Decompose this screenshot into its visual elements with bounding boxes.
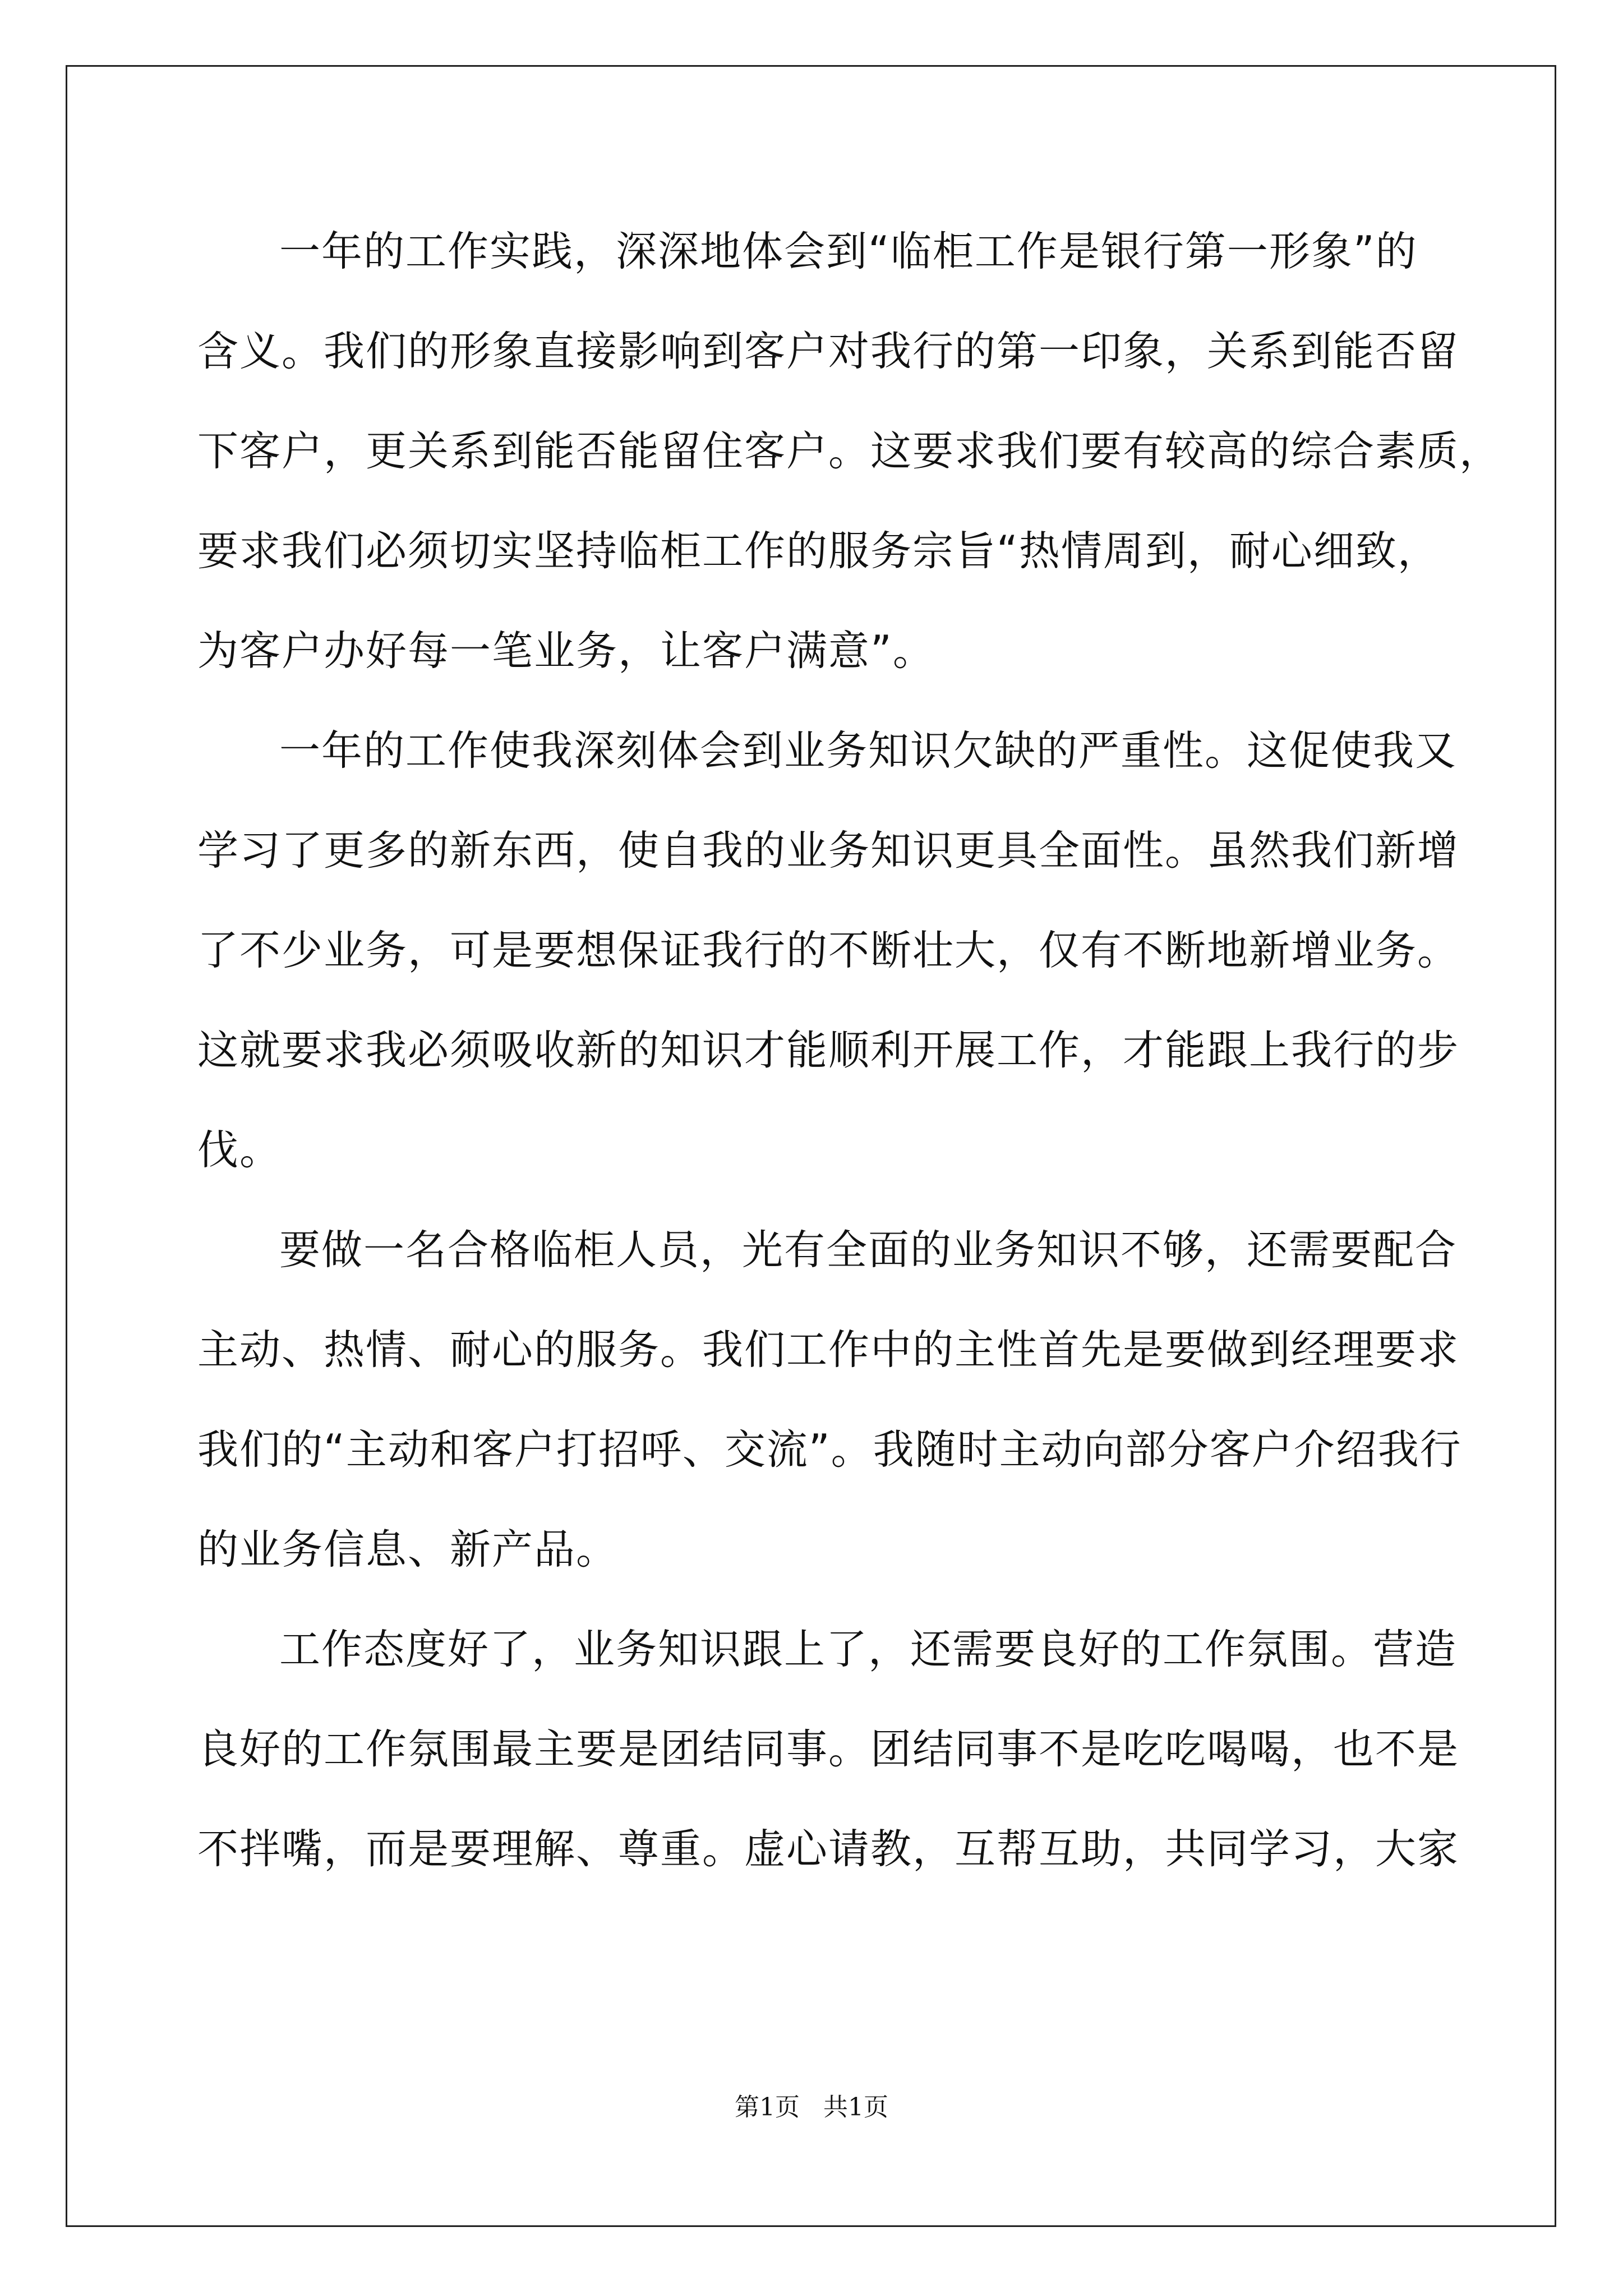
text-line: 为客户办好每一笔业务，让客户满意”。 — [197, 627, 935, 675]
paragraph-4 — [197, 1600, 1459, 1899]
text-line: 这就要求我必须吸收新的知识才能顺利开展工作，才能跟上我行的步 — [197, 1027, 1459, 1074]
text-line: 要求我们必须切实坚持临柜工作的服务宗旨“热情周到，耐心细致， — [197, 527, 1440, 575]
text-line: 工作态度好了，业务知识跟上了，还需要良好的工作氛围。营造 — [279, 1626, 1457, 1673]
text-line: 伐。 — [197, 1126, 282, 1174]
text-line: 我们的“主动和客户打招呼、交流”。我随时主动向部分客户介绍我行 — [197, 1426, 1462, 1474]
text-line: 不拌嘴，而是要理解、尊重。虚心请教，互帮互助，共同学习，大家 — [197, 1825, 1459, 1873]
text-line: 一年的工作实践，深深地体会到“临柜工作是银行第一形象”的 — [279, 228, 1418, 275]
paragraph-2 — [197, 701, 1459, 1200]
text-line: 下客户，更关系到能否能留住客户。这要求我们要有较高的综合素质， — [197, 427, 1501, 475]
text-line: 良好的工作氛围最主要是团结同事。团结同事不是吃吃喝喝，也不是 — [197, 1726, 1459, 1773]
page-footer: 第1页 共1页 — [735, 2093, 888, 2122]
text-line: 要做一名合格临柜人员，光有全面的业务知识不够，还需要配合 — [279, 1226, 1457, 1274]
text-line: 了不少业务，可是要想保证我行的不断壮大，仅有不断地新增业务。 — [197, 927, 1459, 974]
text-line: 含义。我们的形象直接影响到客户对我行的第一印象，关系到能否留 — [197, 328, 1459, 375]
document-body — [197, 202, 1501, 1899]
text-line: 学习了更多的新东西，使自我的业务知识更具全面性。虽然我们新增 — [197, 827, 1459, 875]
paragraph-1 — [197, 202, 1501, 701]
text-line: 的业务信息、新产品。 — [197, 1526, 618, 1573]
text-line: 主动、热情、耐心的服务。我们工作中的主性首先是要做到经理要求 — [197, 1326, 1459, 1374]
text-line: 一年的工作使我深刻体会到业务知识欠缺的严重性。这促使我又 — [279, 727, 1457, 775]
paragraph-3 — [197, 1200, 1462, 1600]
